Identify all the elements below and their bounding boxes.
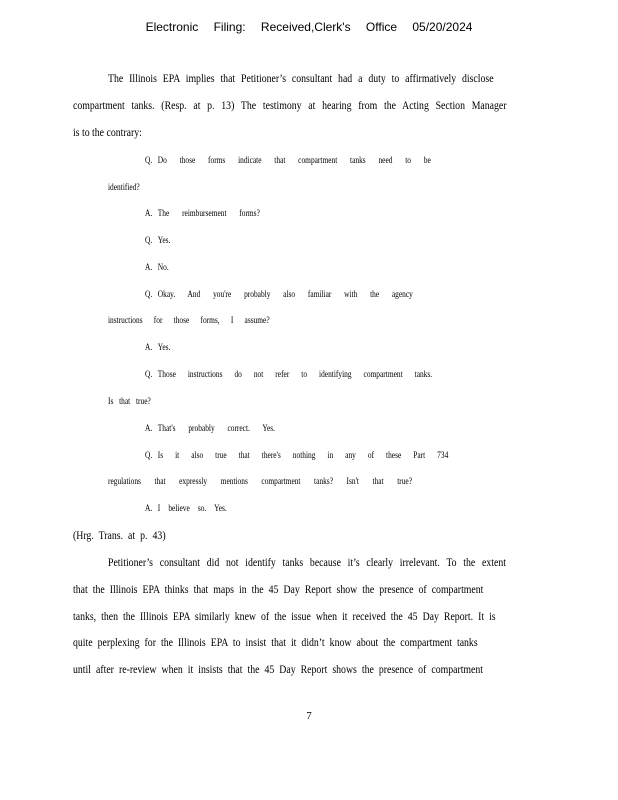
testimony-line xyxy=(145,290,413,300)
qa-text: Yes. xyxy=(157,343,171,353)
qa-marker: Q. xyxy=(145,156,153,166)
qa-marker: A. xyxy=(145,343,153,353)
qa-text: Those instructions do not refer to identifying compartment tanks. xyxy=(157,370,433,380)
qa-marker: A. xyxy=(145,263,153,273)
qa-text: Okay. And you're probably also familiar with the agency xyxy=(157,290,413,300)
testimony-line xyxy=(145,236,170,246)
qa-text: instructions for those forms, I assume? xyxy=(108,316,270,326)
testimony-line xyxy=(108,397,151,407)
qa-text: No. xyxy=(157,263,169,273)
testimony-line xyxy=(145,156,431,166)
qa-text: Is it also true that there's nothing in any of these Part 734 xyxy=(157,451,449,461)
paragraph-line: is to the contrary: xyxy=(73,127,142,139)
testimony-line xyxy=(145,370,432,380)
qa-text: The reimbursement forms? xyxy=(157,209,260,219)
testimony-line xyxy=(145,424,275,434)
qa-marker: Q. xyxy=(145,451,153,461)
testimony-line xyxy=(145,451,448,461)
qa-marker: A. xyxy=(145,504,153,514)
qa-marker: Q. xyxy=(145,290,153,300)
testimony-line xyxy=(145,343,170,353)
paragraph-line: The Illinois EPA implies that Petitioner’s consultant had a duty to affirmatively disclose xyxy=(108,73,494,85)
qa-marker: A. xyxy=(145,209,153,219)
testimony-line xyxy=(145,209,260,219)
qa-text: Is that true? xyxy=(108,397,151,407)
testimony-line xyxy=(145,504,227,514)
qa-text: That's probably correct. Yes. xyxy=(157,424,276,434)
qa-text: identified? xyxy=(108,183,140,193)
paragraph-line: quite perplexing for the Illinois EPA to insist that it didn’t know about the compartment tanks xyxy=(73,637,478,649)
testimony-line xyxy=(145,263,169,273)
testimony-line xyxy=(108,316,270,326)
paragraph-line: compartment tanks. (Resp. at p. 13) The testimony at hearing from the Acting Section Manager xyxy=(73,100,507,112)
qa-marker: A. xyxy=(145,424,153,434)
paragraph-line: tanks, then the Illinois EPA similarly knew of the issue when it received the 45 Day Report. It is xyxy=(73,611,496,623)
qa-marker: Q. xyxy=(145,236,153,246)
qa-text: I believe so. Yes. xyxy=(157,504,227,514)
qa-text: Yes. xyxy=(157,236,171,246)
qa-text: regulations that expressly mentions compartment tanks? Isn't that true? xyxy=(108,477,413,487)
filing-header: Electronic Filing: Received,Clerk's Office 05/20/2024 xyxy=(145,20,473,34)
testimony-line xyxy=(108,477,412,487)
testimony-line xyxy=(108,183,140,193)
page-number: 7 xyxy=(306,710,312,722)
qa-text: Do those forms indicate that compartment tanks need to be xyxy=(157,156,431,166)
qa-marker: Q. xyxy=(145,370,153,380)
paragraph-line: Petitioner’s consultant did not identify tanks because it’s clearly irrelevant. To the extent xyxy=(108,557,506,569)
paragraph-line: until after re-review when it insists that the 45 Day Report shows the presence of compartment xyxy=(73,664,484,676)
citation: (Hrg. Trans. at p. 43) xyxy=(73,530,166,542)
paragraph-line: that the Illinois EPA thinks that maps in the 45 Day Report show the presence of compartment xyxy=(73,584,484,596)
